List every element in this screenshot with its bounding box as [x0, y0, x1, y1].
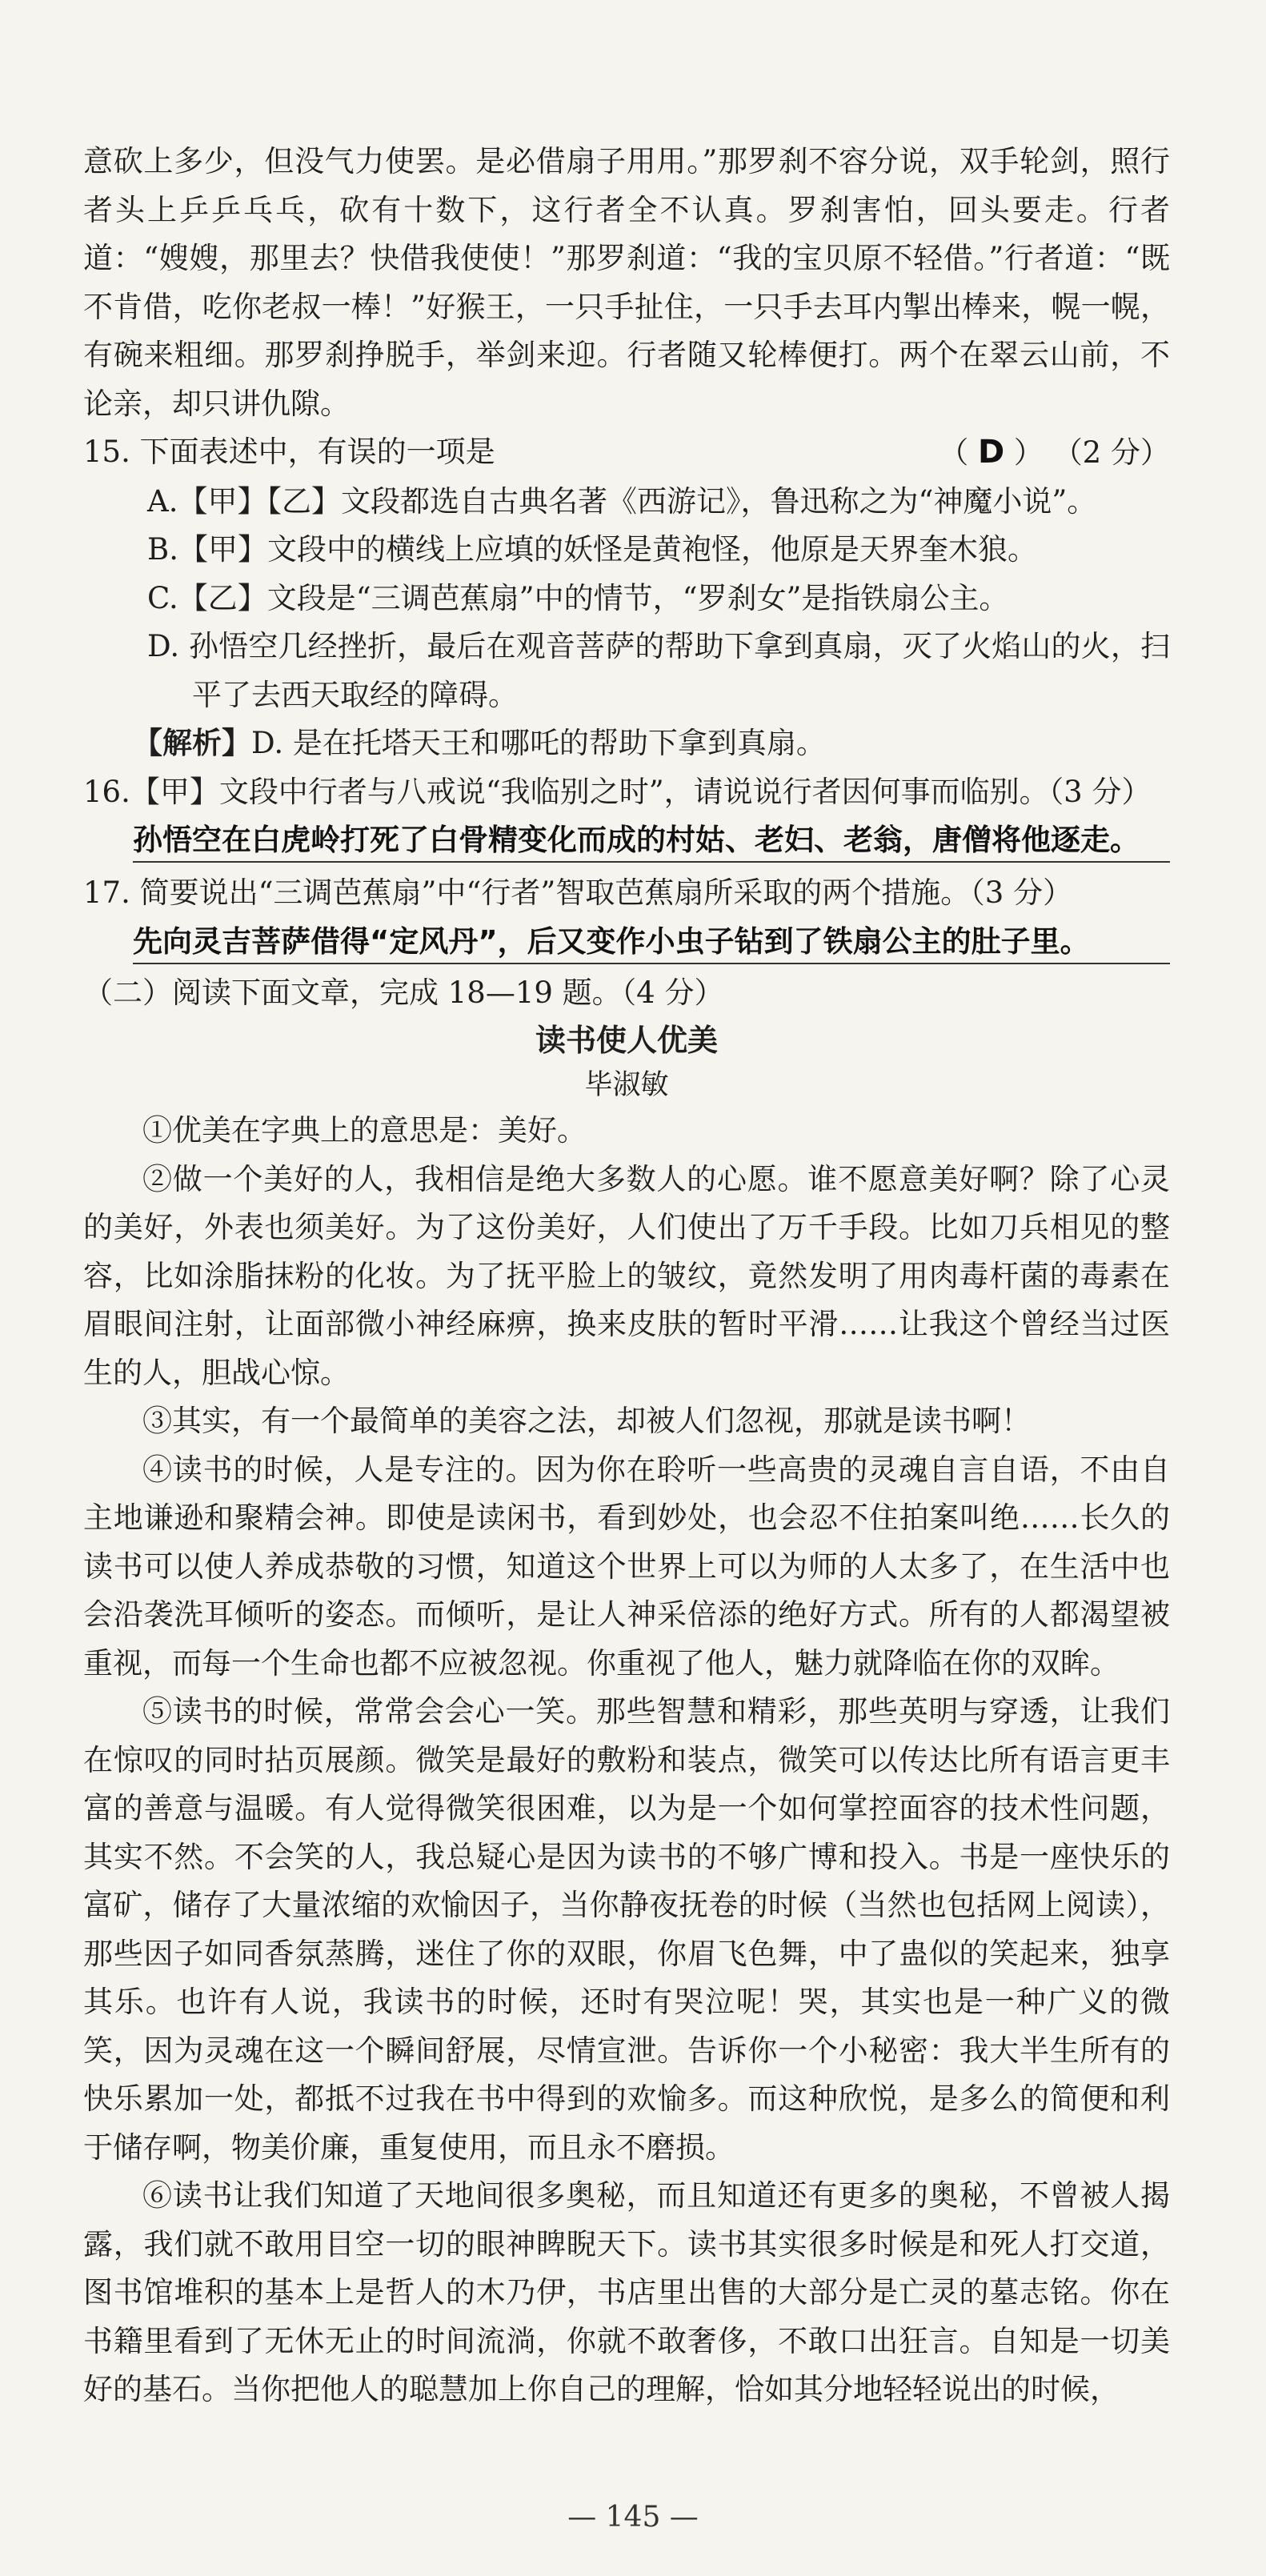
article-paragraph-4: ④读书的时候，人是专注的。因为你在聆听一些高贵的灵魂自言自语，不由自主地谦逊和聚精会神。即使是读闲书，看到妙处，也会忍不住拍案叫绝……长久的读书可以使人养成恭敬的习惯，知道这个世界上可以为师的人太多了，在生活中也会沿袭洗耳倾听的姿态。而倾听，是让人神采倍添的绝好方式。所有的人都渴望被重视，而每一个生命也都不应被忽视。你重视了他人，魅力就降临在你的双眸。: [83, 1452, 1170, 1681]
page-number: — 145 —: [567, 2501, 699, 2534]
article-paragraph-1: ①优美在字典上的意思是：美好。: [142, 1113, 587, 1148]
question-15-option-d: D. 孙悟空几经挫折，最后在观音菩萨的帮助下拿到真扇，灭了火焰山的火，扫平了去西天取经的障碍。: [147, 629, 1170, 712]
question-15-analysis: [83, 719, 1170, 768]
question-15-option-c: C.【乙】文段是“三调芭蕉扇”中的情节，“罗刹女”是指铁扇公主。: [147, 580, 1009, 615]
article-paragraph-6: ⑥读书让我们知道了天地间很多奥秘，而且知道还有更多的奥秘，不曾被人揭露，我们就不敢用目空一切的眼神睥睨天下。读书其实很多时候是和死人打交道，图书馆堆积的基本上是哲人的木乃伊，书店里出售的大部分是亡灵的墓志铭。你在书籍里看到了无休无止的时间流淌，你就不敢奢侈，不敢口出狂言。自知是一切美好的基石。当你把他人的聪慧加上你自己的理解，恰如其分地轻轻说出的时候，: [83, 2178, 1170, 2406]
analysis-text: D. 是在托塔天王和哪吒的帮助下拿到真扇。: [251, 726, 826, 760]
question-17: [83, 869, 1170, 966]
answer-paren-open: （: [939, 435, 969, 470]
question-15: [83, 428, 1170, 768]
question-15-option-b: B.【甲】文段中的横线上应填的妖怪是黄袍怪，他原是天界奎木狼。: [147, 532, 1037, 567]
answer-paren-close: ）: [1013, 435, 1044, 470]
analysis-tag: 【解析】: [133, 726, 251, 760]
article-paragraph-2: ②做一个美好的人，我相信是绝大多数人的心愿。谁不愿意美好啊？除了心灵的美好，外表也须美好。为了这份美好，人们使出了万千手段。比如刀兵相见的整容，比如涂脂抹粉的化妆。为了抚平脸上的皱纹，竟然发明了用肉毒杆菌的毒素在眉眼间注射，让面部微小神经麻痹，换来皮肤的暂时平滑……让我这个曾经当过医生的人，胆战心惊。: [83, 1161, 1170, 1390]
question-16-stem: 16.【甲】文段中行者与八戒说“我临别之时”，请说说行者因何事而临别。（3 分）: [83, 774, 1152, 809]
question-16: [83, 768, 1170, 865]
question-17-answer: 先向灵吉菩萨借得“定风丹”，后又变作小虫子钻到了铁扇公主的肚子里。: [133, 918, 1170, 966]
article-author: 毕淑敏: [584, 1069, 669, 1101]
reading-section-2: [83, 969, 1170, 2414]
question-15-answer-slot: [939, 428, 1170, 478]
article-title: 读书使人优美: [535, 1023, 718, 1058]
question-16-answer: 孙悟空在白虎岭打死了白骨精变化而成的村姑、老妇、老翁，唐僧将他逐走。: [133, 816, 1170, 864]
question-15-stem-line: [83, 428, 1170, 478]
section-2-heading: （二）阅读下面文章，完成 18—19 题。（4 分）: [83, 975, 724, 1010]
article-paragraph-5: ⑤读书的时候，常常会会心一笑。那些智慧和精彩，那些英明与穿透，让我们在惊叹的同时拈页展颜。微笑是最好的敷粉和装点，微笑可以传达比所有语言更丰富的善意与温暖。有人觉得微笑很困难，以为是一个如何掌控面容的技术性问题，其实不然。不会笑的人，我总疑心是因为读书的不够广博和投入。书是一座快乐的富矿，储存了大量浓缩的欢愉因子，当你静夜抚卷的时候（当然也包括网上阅读），那些因子如同香氛蒸腾，迷住了你的双眼，你眉飞色舞，中了蛊似的笑起来，独享其乐。也许有人说，我读书的时候，还时有哭泣呢！哭，其实也是一种广义的微笑，因为灵魂在这一个瞬间舒展，尽情宣泄。告诉你一个小秘密：我大半生所有的快乐累加一处，都抵不过我在书中得到的欢愉多。而这种欣悦，是多么的简便和利于储存啊，物美价廉，重复使用，而且永不磨损。: [83, 1694, 1170, 2165]
article-paragraph-3: ③其实，有一个最简单的美容之法，却被人们忽视，那就是读书啊！: [142, 1404, 1031, 1438]
question-17-stem: 17. 简要说出“三调芭蕉扇”中“行者”智取芭蕉扇所采取的两个措施。（3 分）: [83, 875, 1073, 910]
passage-continuation: 意砍上多少，但没气力使罢。是必借扇子用用。”那罗刹不容分说，双手轮剑，照行者头上乒乒乓乓，砍有十数下，这行者全不认真。罗刹害怕，回头要走。行者道：“嫂嫂，那里去？快借我使使！”那罗刹道：“我的宝贝原不轻借。”行者道：“既不肯借，吃你老叔一棒！”好猴王，一只手扯住，一只手去耳内掣出棒来，幌一幌，有碗来粗细。那罗刹挣脱手，举剑来迎。行者随又轮棒便打。两个在翠云山前，不论亲，却只讲仇隙。: [83, 144, 1170, 421]
question-15-score: （2 分）: [1052, 435, 1170, 470]
question-15-stem: 15. 下面表述中，有误的一项是: [83, 435, 495, 469]
question-15-answer: D: [977, 434, 1005, 471]
question-15-option-a: A.【甲】【乙】文段都选自古典名著《西游记》，鲁迅称之为“神魔小说”。: [147, 483, 1097, 519]
